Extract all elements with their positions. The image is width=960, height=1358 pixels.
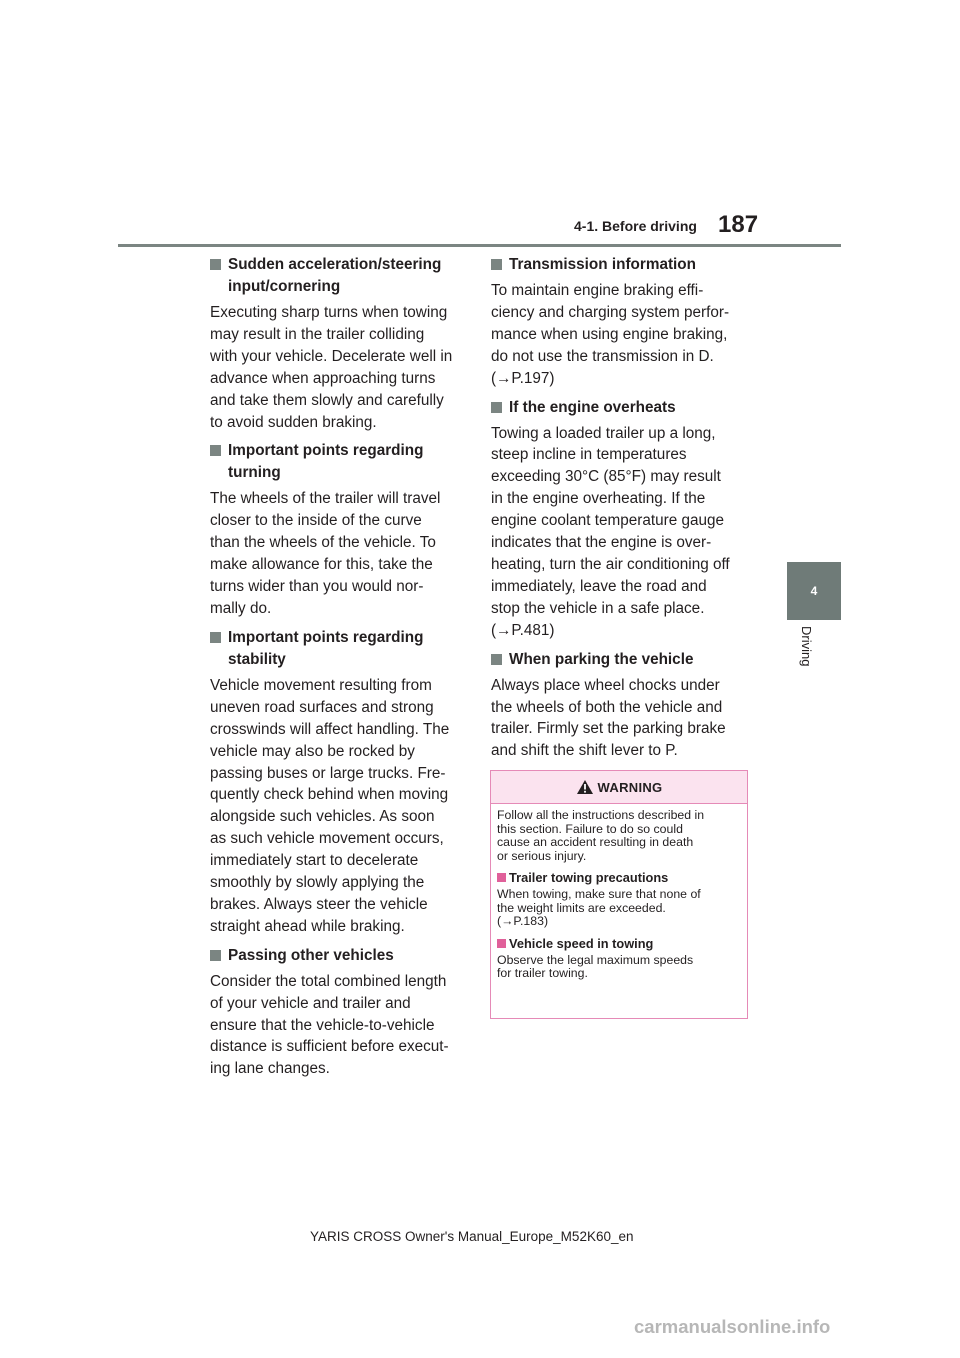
warning-box (490, 770, 748, 1019)
square-bullet-icon (491, 654, 502, 665)
warning-body (491, 804, 747, 981)
subsection (210, 440, 466, 619)
warning-intro: Follow all the instructions described in this section. Failure to do so could cause an accident resulting in death or serious injury. (497, 808, 705, 863)
warning-item (497, 870, 741, 929)
subsection-text: Consider the total combined length of your vehicle and trailer and ensure that the vehicle-to-vehicle distance is sufficient before execut- ing lane changes. (210, 972, 449, 1078)
page-footer: YARIS CROSS Owner's Manual_Europe_M52K60_en (310, 1229, 634, 1244)
subsection-text: Executing sharp turns when towing may result in the trailer colliding with your vehicle. Decelerate well in advance when approaching turns and take them slowly and carefully to avoid sudden braking. (210, 304, 453, 431)
warning-triangle-icon (576, 779, 594, 795)
subsection-heading: Transmission information (491, 254, 747, 276)
subsection-text: Vehicle movement resulting from uneven road surfaces and strong crosswinds will affect handling. The vehicle may also be rocked by passing buses or large trucks. Fre- quently check behind when moving alongside such vehicles. As soon as such vehicle movement occurs, immediately start to decelerate smoothly by slowly applying the brakes. Always steer the vehicle straight ahead while braking. (210, 676, 450, 935)
chapter-tab: 4 (787, 562, 841, 620)
warning-item-heading: Vehicle speed in towing (497, 936, 741, 951)
subsection (210, 254, 466, 433)
square-bullet-icon (210, 445, 221, 456)
warning-item (497, 936, 741, 981)
subsection (210, 627, 466, 938)
square-bullet-icon (491, 402, 502, 413)
subsection-text: The wheels of the trailer will travel closer to the inside of the curve than the wheels of the vehicle. To make allowance for this, take the turns wider than you would nor- mally do. (210, 490, 441, 617)
page-number: 187 (718, 211, 759, 238)
header-rule (118, 244, 841, 247)
subsection (491, 397, 747, 642)
left-column (210, 254, 466, 1087)
square-bullet-icon (491, 259, 502, 270)
subsection-heading: If the engine overheats (491, 397, 747, 419)
subsection (491, 649, 747, 763)
warning-item-heading: Trailer towing precautions (497, 870, 741, 885)
subsection-text: To maintain engine braking effi- ciency and charging system perfor- mance when using engine braking, do not use the transmission in D. (→P.197) (491, 282, 730, 387)
subsection-heading: Important points regarding stability (210, 627, 466, 671)
warning-title: WARNING (597, 779, 663, 795)
subsection-heading: Passing other vehicles (210, 945, 466, 967)
subsection (491, 254, 747, 390)
chapter-label: Driving (799, 626, 814, 667)
square-bullet-icon (210, 950, 221, 961)
subsection (210, 945, 466, 1081)
subsection-heading: When parking the vehicle (491, 649, 747, 671)
square-bullet-icon (210, 259, 221, 270)
square-bullet-icon (210, 632, 221, 643)
section-header: 4-1. Before driving (574, 218, 697, 234)
subsection-heading: Important points regarding turning (210, 440, 466, 484)
warning-header (491, 771, 747, 804)
square-bullet-icon (497, 939, 506, 948)
warning-item-text: Observe the legal maximum speeds for trailer towing. (497, 952, 694, 980)
warning-item-text: When towing, make sure that none of the weight limits are exceeded. (→P.183) (497, 887, 701, 928)
subsection-heading: Sudden acceleration/steering input/cornering (210, 254, 466, 298)
square-bullet-icon (497, 873, 506, 882)
right-column (491, 254, 747, 769)
subsection-text: Always place wheel chocks under the wheels of both the vehicle and trailer. Firmly set the parking brake and shift the shift lever to P. (491, 676, 726, 760)
watermark: carmanualsonline.info (634, 1316, 831, 1337)
subsection-text: Towing a loaded trailer up a long, steep incline in temperatures exceeding 30°C (85°F) may result in the engine overheating. If the engine coolant temperature gauge indicates that the engine is over- heating, turn the air conditioning off immediately, leave the road and stop the vehicle in a safe place. (→P.481) (491, 424, 730, 639)
